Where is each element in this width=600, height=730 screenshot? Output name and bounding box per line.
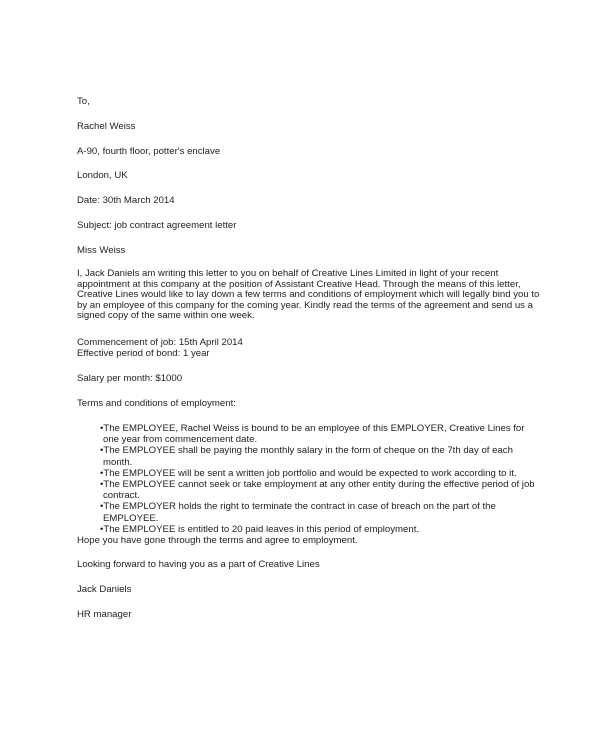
terms-item-line: •The EMPLOYEE is entitled to 20 paid leaves in this period of employment.	[100, 523, 420, 535]
intro-line: by an employee of this company for the coming year. Kindly read the terms of the agreement and send us a	[77, 299, 533, 311]
recipient-address: A-90, fourth floor, potter's enclave	[77, 146, 221, 157]
terms-item-line: contract.	[103, 490, 140, 502]
terms-item-line: month.	[103, 456, 133, 468]
signatory-name: Jack Daniels	[77, 584, 132, 595]
commencement-date: Commencement of job: 15th April 2014	[77, 337, 243, 348]
letter-greeting: Miss Weiss	[77, 245, 126, 256]
intro-line: appointment at this company at the position of Assistant Creative Head. Through the means of this letter,	[77, 278, 521, 290]
looking-forward-line: Looking forward to having you as a part of Creative Lines	[77, 559, 320, 570]
terms-item-line: •The EMPLOYEE cannot seek or take employment at any other entity during the effective period of job	[100, 479, 535, 491]
terms-item	[100, 524, 540, 535]
intro-line: Creative Lines would like to lay down a few terms and conditions of employment which will legally bind you to	[77, 289, 540, 301]
signatory-title: HR manager	[77, 609, 132, 620]
terms-item-line: •The EMPLOYER holds the right to terminate the contract in case of breach on the part of the	[100, 501, 496, 513]
terms-list	[100, 423, 540, 535]
intro-line: I, Jack Daniels am writing this letter to you on behalf of Creative Lines Limited in light of your recent	[77, 268, 499, 279]
intro-paragraph	[77, 268, 540, 322]
terms-item-line: EMPLOYEE.	[103, 512, 159, 524]
intro-line: signed copy of the same within one week.	[77, 310, 255, 322]
terms-item	[100, 423, 540, 445]
terms-item-line: one year from commencement date.	[103, 434, 258, 446]
letter-subject: Subject: job contract agreement letter	[77, 220, 237, 231]
terms-heading: Terms and conditions of employment:	[77, 398, 236, 409]
terms-item	[100, 479, 540, 501]
terms-item	[100, 445, 540, 467]
terms-item-line: •The EMPLOYEE shall be paying the monthly salary in the form of cheque on the 7th day of each	[100, 445, 513, 457]
recipient-city: London, UK	[77, 170, 128, 181]
letter-date: Date: 30th March 2014	[77, 195, 175, 206]
salutation-to: To,	[77, 96, 90, 107]
terms-item	[100, 468, 540, 479]
terms-item-line: •The EMPLOYEE, Rachel Weiss is bound to be an employee of this EMPLOYER, Creative Lines for	[100, 423, 525, 434]
terms-item	[100, 501, 540, 523]
hope-line: Hope you have gone through the terms and agree to employment.	[77, 535, 358, 546]
recipient-name: Rachel Weiss	[77, 121, 136, 132]
salary-line: Salary per month: $1000	[77, 373, 183, 384]
effective-period: Effective period of bond: 1 year	[77, 348, 210, 359]
terms-item-line: •The EMPLOYEE will be sent a written job portfolio and would be expected to work according to it.	[100, 467, 517, 479]
